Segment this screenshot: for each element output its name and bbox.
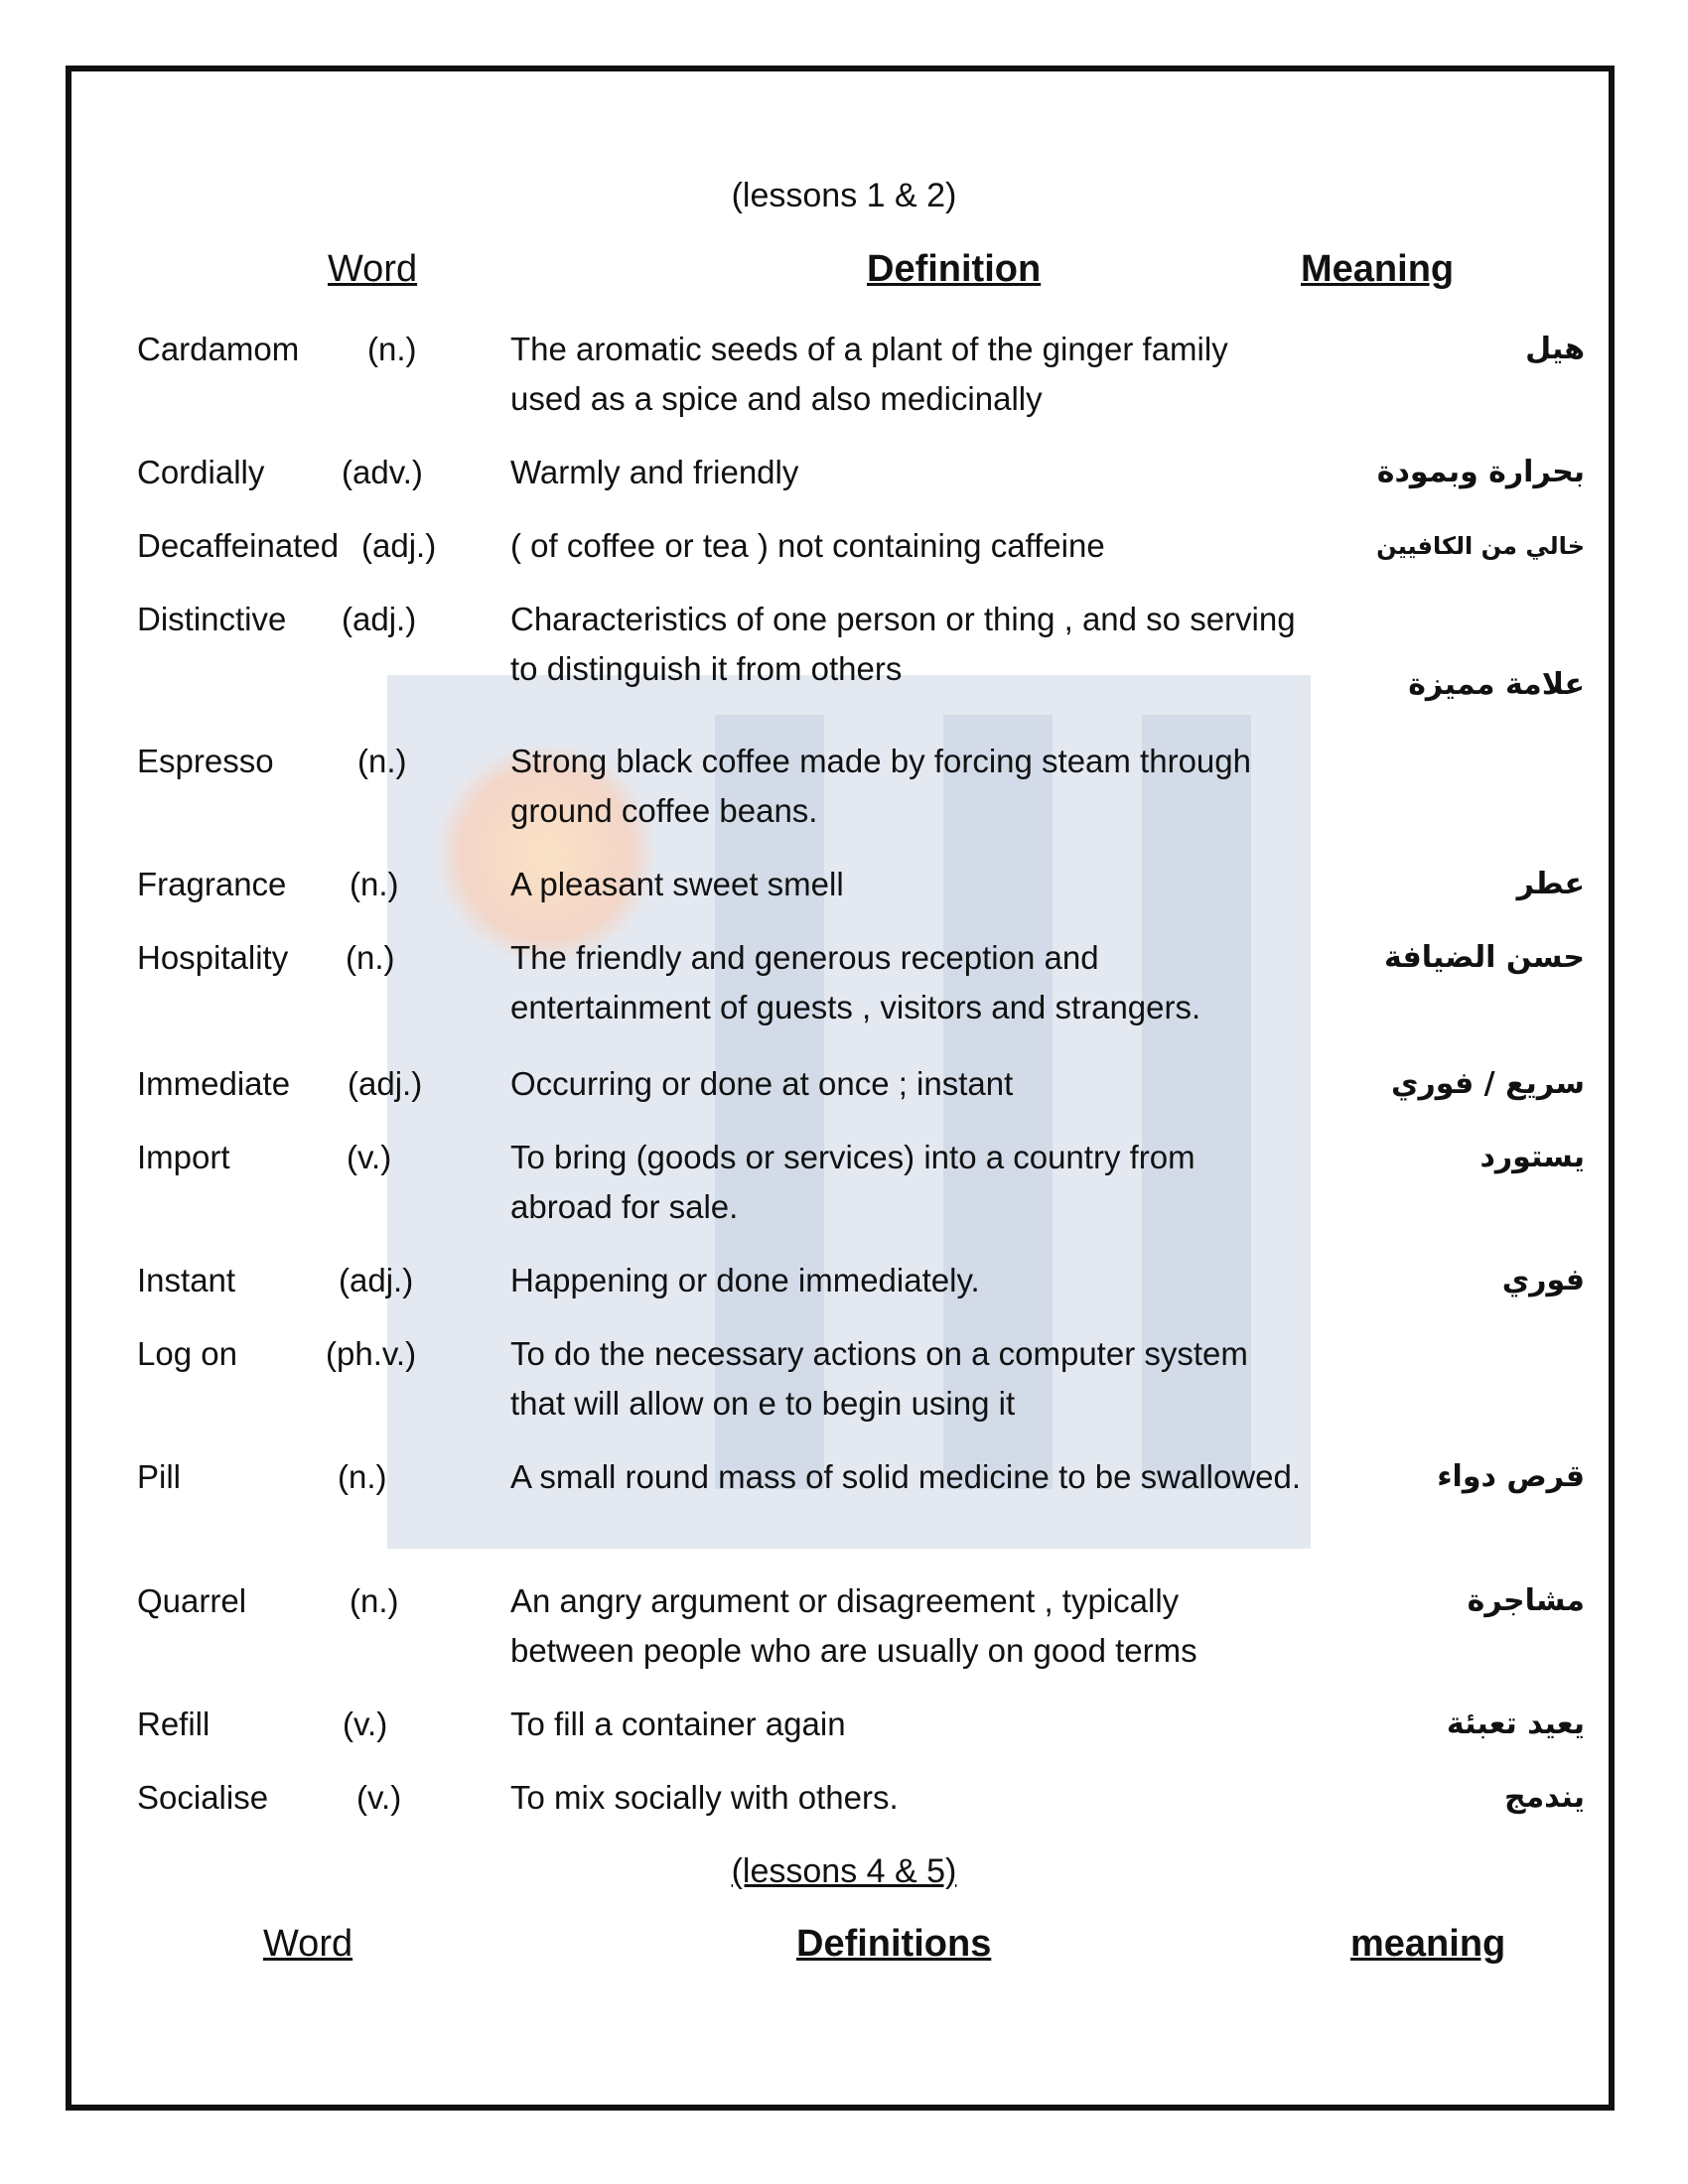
term-word: Pill: [137, 1458, 182, 1495]
part-of-speech: (v.): [343, 1706, 388, 1742]
section2-title: (lessons 4 & 5): [731, 1852, 957, 1890]
part-of-speech: (ph.v.): [326, 1335, 417, 1372]
part-of-speech: (v.): [356, 1779, 402, 1816]
term-definition: To mix socially with others.: [510, 1779, 899, 1816]
term-meaning: بحرارة وبمودة: [1376, 455, 1585, 489]
term-word: Immediate: [137, 1065, 291, 1102]
term-definition: Strong black coffee made by forcing steam through ground coffee beans.: [510, 743, 1251, 829]
meaning-header: Meaning: [1301, 248, 1455, 290]
part-of-speech: (n.): [338, 1458, 387, 1495]
definition-header: Definition: [867, 248, 1042, 290]
term-word: Cardamom: [137, 331, 300, 367]
term-definition: Occurring or done at once ; instant: [510, 1065, 1014, 1102]
part-of-speech: (n.): [357, 743, 407, 779]
term-definition: A small round mass of solid medicine to be swallowed.: [510, 1458, 1302, 1495]
term-word: Decaffeinated: [137, 527, 340, 564]
term-meaning: حسن الضيافة: [1383, 940, 1585, 975]
part-of-speech: (n.): [367, 331, 417, 367]
term-definition: Warmly and friendly: [510, 454, 799, 490]
term-word: Socialise: [137, 1779, 269, 1816]
term-definition: ( of coffee or tea ) not containing caffeine: [510, 527, 1105, 564]
term-word: Log on: [137, 1335, 237, 1372]
part-of-speech: (adj.): [342, 601, 417, 637]
term-definition: To do the necessary actions on a computer system that will allow on e to begin using it: [510, 1335, 1248, 1422]
part-of-speech: (n.): [346, 939, 395, 976]
term-definition: A pleasant sweet smell: [510, 866, 844, 902]
meaning-header-2: meaning: [1350, 1923, 1506, 1965]
term-meaning: خالي من الكافيين: [1376, 532, 1585, 560]
term-definition: To fill a container again: [510, 1706, 846, 1742]
term-word: Distinctive: [137, 601, 287, 637]
term-word: Refill: [137, 1706, 211, 1742]
term-word: Cordially: [137, 454, 265, 490]
term-meaning: سريع / فوري: [1391, 1066, 1585, 1101]
part-of-speech: (adv.): [342, 454, 423, 490]
term-word: Quarrel: [137, 1582, 247, 1619]
part-of-speech: (adj.): [361, 527, 437, 564]
term-meaning: مشاجرة: [1467, 1583, 1585, 1618]
word-header-2: Word: [263, 1923, 353, 1965]
part-of-speech: (n.): [350, 866, 399, 902]
term-meaning: فوري: [1501, 1263, 1585, 1297]
term-meaning: يندمج: [1503, 1780, 1585, 1815]
part-of-speech: (v.): [347, 1139, 392, 1175]
section1-title: (lessons 1 & 2): [731, 177, 957, 214]
term-definition: Characteristics of one person or thing , and so serving to distinguish it from others: [510, 601, 1296, 687]
term-definition: To bring (goods or services) into a country from abroad for sale.: [510, 1139, 1196, 1225]
term-definition: The aromatic seeds of a plant of the ginger family used as a spice and also medicinally: [510, 331, 1228, 417]
part-of-speech: (n.): [350, 1582, 399, 1619]
term-definition: An angry argument or disagreement , typically between people who are usually on good terms: [510, 1582, 1197, 1669]
term-meaning: عطر: [1516, 867, 1585, 901]
part-of-speech: (adj.): [348, 1065, 423, 1102]
term-word: Fragrance: [137, 866, 287, 902]
term-word: Hospitality: [137, 939, 289, 976]
term-definition: The friendly and generous reception and entertainment of guests , visitors and strangers.: [510, 939, 1201, 1025]
word-header: Word: [328, 248, 418, 290]
part-of-speech: (adj.): [339, 1262, 414, 1298]
term-meaning: علامة مميزة: [1408, 667, 1585, 702]
term-meaning: يعيد تعبئة: [1446, 1706, 1585, 1741]
definitions-header-2: Definitions: [796, 1923, 992, 1965]
term-meaning: هيل: [1525, 332, 1585, 366]
term-definition: Happening or done immediately.: [510, 1262, 980, 1298]
term-word: Import: [137, 1139, 230, 1175]
term-word: Espresso: [137, 743, 274, 779]
term-word: Instant: [137, 1262, 236, 1298]
term-meaning: قرص دواء: [1437, 1459, 1585, 1494]
term-meaning: يستورد: [1479, 1140, 1585, 1174]
